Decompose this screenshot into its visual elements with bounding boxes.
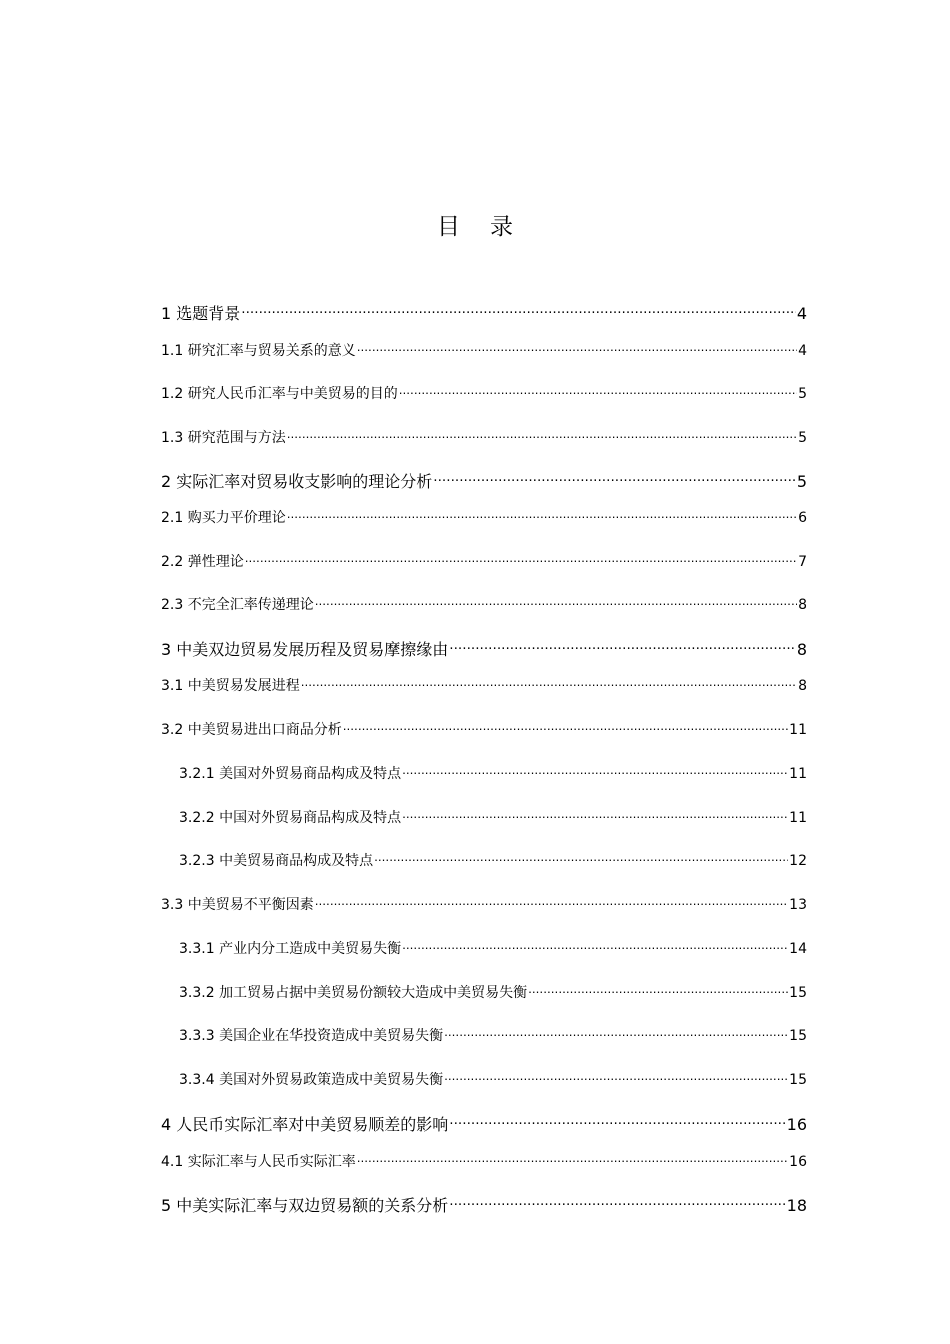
toc-entry[interactable] — [161, 507, 807, 527]
toc-leader-dots — [433, 471, 796, 487]
toc-page-number: 6 — [798, 510, 807, 526]
toc-entry[interactable] — [161, 894, 807, 914]
toc-page-number: 7 — [798, 554, 807, 570]
toc-entry-text: 3.2.1 美国对外贸易商品构成及特点 — [179, 766, 402, 782]
toc-entry[interactable] — [161, 675, 807, 695]
toc-leader-dots — [241, 303, 796, 319]
toc-leader-dots — [357, 341, 797, 355]
toc-entry-text: 1.1 研究汇率与贸易关系的意义 — [161, 343, 356, 359]
toc-page-number: 5 — [798, 430, 807, 446]
toc-entry-text: 4 人民币实际汇率对中美贸易顺差的影响 — [161, 1115, 449, 1134]
toc-leader-dots — [402, 939, 788, 953]
toc-entry-text: 3.2.3 中美贸易商品构成及特点 — [179, 853, 374, 869]
toc-entry-text: 3.2.2 中国对外贸易商品构成及特点 — [179, 810, 402, 826]
toc-entry-text: 2.2 弹性理论 — [161, 554, 244, 570]
toc-leader-dots — [449, 639, 796, 655]
toc-page-number: 15 — [789, 1072, 807, 1088]
toc-leader-dots — [528, 983, 788, 997]
toc-entry[interactable] — [179, 763, 807, 783]
toc-entry[interactable] — [179, 982, 807, 1002]
toc-page-number: 12 — [789, 853, 807, 869]
toc-entry[interactable] — [161, 301, 807, 324]
toc-leader-dots — [399, 384, 797, 398]
toc-entry[interactable] — [161, 719, 807, 739]
toc-entry[interactable] — [161, 427, 807, 447]
toc-page-number: 4 — [796, 304, 807, 323]
toc-leader-dots — [245, 552, 797, 566]
toc-entry[interactable] — [179, 1069, 807, 1089]
toc-entry[interactable] — [161, 551, 807, 571]
toc-entry-text: 3.2 中美贸易进出口商品分析 — [161, 722, 342, 738]
toc-leader-dots — [287, 428, 797, 442]
toc-leader-dots — [343, 720, 788, 734]
toc-page-number: 4 — [798, 343, 807, 359]
toc-page-number: 11 — [789, 810, 807, 826]
toc-entry[interactable] — [161, 637, 807, 660]
toc-entry[interactable] — [179, 850, 807, 870]
toc-page-number: 13 — [789, 897, 807, 913]
toc-entry-text: 4.1 实际汇率与人民币实际汇率 — [161, 1154, 356, 1170]
toc-page-number: 11 — [789, 766, 807, 782]
toc-entry-text: 1.2 研究人民币汇率与中美贸易的目的 — [161, 386, 398, 402]
toc-entry-text: 3.3 中美贸易不平衡因素 — [161, 897, 314, 913]
toc-page-number: 8 — [798, 597, 807, 613]
toc-entry-text: 2.3 不完全汇率传递理论 — [161, 597, 314, 613]
toc-entry-text: 3.3.4 美国对外贸易政策造成中美贸易失衡 — [179, 1072, 444, 1088]
toc-leader-dots — [315, 895, 788, 909]
toc-entry-text: 2 实际汇率对贸易收支影响的理论分析 — [161, 472, 433, 491]
toc-leader-dots — [402, 764, 788, 778]
toc-leader-dots — [315, 595, 797, 609]
toc-entry-text: 1 选题背景 — [161, 304, 241, 323]
toc-entry-text: 3 中美双边贸易发展历程及贸易摩擦缘由 — [161, 640, 449, 659]
toc-leader-dots — [374, 851, 788, 865]
toc-entry-text: 3.3.1 产业内分工造成中美贸易失衡 — [179, 941, 402, 957]
toc-leader-dots — [444, 1070, 788, 1084]
toc-page-number: 18 — [786, 1196, 807, 1215]
toc-page-number: 15 — [789, 1028, 807, 1044]
toc-entry-text: 3.3.2 加工贸易占据中美贸易份额较大造成中美贸易失衡 — [179, 985, 528, 1001]
toc-leader-dots — [357, 1152, 788, 1166]
toc-entry[interactable] — [161, 1193, 807, 1216]
toc-page-number: 16 — [786, 1115, 807, 1134]
toc-entry[interactable] — [179, 1025, 807, 1045]
toc-entry-text: 3.3.3 美国企业在华投资造成中美贸易失衡 — [179, 1028, 444, 1044]
toc-entry-text: 1.3 研究范围与方法 — [161, 430, 286, 446]
toc-entry[interactable] — [161, 383, 807, 403]
toc-page-number: 14 — [789, 941, 807, 957]
toc-entry[interactable] — [161, 1151, 807, 1171]
toc-page-number: 16 — [789, 1154, 807, 1170]
toc-leader-dots — [287, 508, 797, 522]
toc-entry[interactable] — [161, 469, 807, 492]
toc-page-number: 15 — [789, 985, 807, 1001]
toc-page-number: 5 — [798, 386, 807, 402]
toc-page-number: 5 — [796, 472, 807, 491]
toc-leader-dots — [402, 808, 788, 822]
toc-leader-dots — [449, 1114, 785, 1130]
toc-entry-text: 2.1 购买力平价理论 — [161, 510, 286, 526]
toc-entry-text: 3.1 中美贸易发展进程 — [161, 678, 300, 694]
toc-page-number: 11 — [789, 722, 807, 738]
toc-leader-dots — [301, 676, 797, 690]
toc-title: 目录 — [437, 214, 543, 240]
toc-entry[interactable] — [161, 340, 807, 360]
toc-entry-text: 5 中美实际汇率与双边贸易额的关系分析 — [161, 1196, 449, 1215]
toc-entry[interactable] — [161, 594, 807, 614]
toc-leader-dots — [449, 1195, 785, 1211]
toc-page-number: 8 — [798, 678, 807, 694]
toc-leader-dots — [444, 1026, 788, 1040]
toc-entry[interactable] — [179, 807, 807, 827]
toc-entry[interactable] — [161, 1112, 807, 1135]
toc-entry[interactable] — [179, 938, 807, 958]
toc-page-number: 8 — [796, 640, 807, 659]
